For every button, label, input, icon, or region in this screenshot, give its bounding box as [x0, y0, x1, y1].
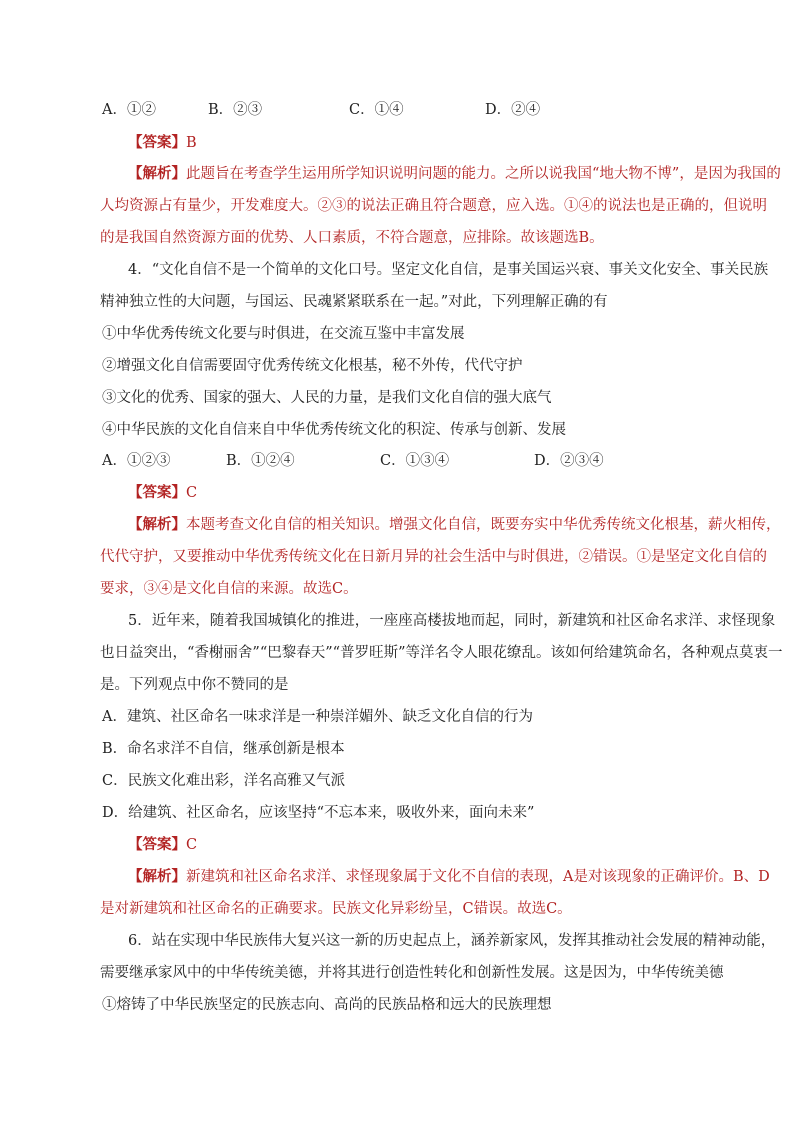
q4-option-d: D．②③④: [534, 453, 604, 469]
q3-analysis-line-2: 人均资源占有量少，开发难度大。②③的说法正确且符合题意，应入选。①④的说法也是正确的，但说明: [100, 198, 767, 214]
q4-answer: [128, 483, 758, 503]
answer-value: B: [186, 135, 197, 151]
analysis-tag: 【解析】: [128, 516, 186, 533]
answer-tag: 【答案】: [128, 484, 186, 501]
answer-tag: 【答案】: [128, 836, 186, 853]
q4-stem-line-2: 精神独立性的大问题，与国运、民魂紧紧联系在一起。”对此，下列理解正确的有: [100, 294, 608, 310]
q4-item-3: ③文化的优秀、国家的强大、人民的力量，是我们文化自信的强大底气: [102, 390, 552, 406]
q4-option-c: C．①③④: [380, 453, 450, 469]
q6-stem-line-1: 6．站在实现中华民族伟大复兴这一新的历史起点上，涵养新家风，发挥其推动社会发展的精神动能，: [128, 933, 776, 949]
q4-item-4: ④中华民族的文化自信来自中华优秀传统文化的积淀、传承与创新、发展: [102, 422, 566, 438]
q5-analysis-line-1: 【解析】新建筑和社区命名求洋、求怪现象属于文化不自信的表现，A是对该现象的正确评价。B、D: [128, 868, 770, 885]
q3-analysis-line-3: 的是我国自然资源方面的优势、人口素质，不符合题意，应排除。故该题选B。: [100, 230, 604, 246]
q3-answer: [128, 133, 758, 153]
q5-option-a: A．建筑、社区命名一味求洋是一种崇洋媚外、缺乏文化自信的行为: [102, 709, 533, 725]
q3-option-b: B．②③: [208, 102, 263, 118]
q6-item-1: ①熔铸了中华民族坚定的民族志向、高尚的民族品格和远大的民族理想: [102, 997, 552, 1013]
answer-value: C: [186, 485, 198, 501]
q3-option-d: D．②④: [485, 102, 541, 118]
q4-analysis-line-1: 【解析】本题考查文化自信的相关知识。增强文化自信，既要夯实中华优秀传统文化根基，薪火相传，: [128, 516, 781, 533]
q5-stem-line-1: 5．近年来，随着我国城镇化的推进，一座座高楼拔地而起，同时，新建筑和社区命名求洋、求怪现象: [128, 613, 776, 629]
q5-option-d: D．给建筑、社区命名，应该坚持“不忘本来，吸收外来，面向未来”: [102, 805, 535, 821]
q3-option-c: C．①④: [349, 102, 404, 118]
q5-analysis-line-2: 是对新建筑和社区命名的正确要求。民族文化异彩纷呈，C错误。故选C。: [100, 901, 572, 917]
answer-tag: 【答案】: [128, 134, 186, 151]
answer-value: C: [186, 837, 198, 853]
q4-analysis-line-2: 代代守护，又要推动中华优秀传统文化在日新月异的社会生活中与时俱进，②错误。①是坚定文化自信的: [100, 549, 767, 565]
q3-analysis-line-1: 【解析】此题旨在考查学生运用所学知识说明问题的能力。之所以说我国“地大物不博”，是因为我国的: [128, 165, 781, 182]
q5-option-c: C．民族文化难出彩，洋名高雅又气派: [102, 773, 346, 789]
q5-stem-line-3: 是。下列观点中你不赞同的是: [100, 677, 289, 693]
q5-stem-line-2: 也日益突出，“香榭丽舍”“巴黎春天”“普罗旺斯”等洋名令人眼花缭乱。该如何给建筑命名，各种观点莫衷一: [100, 645, 783, 661]
q5-option-b: B．命名求洋不自信，继承创新是根本: [102, 741, 345, 757]
q4-analysis-line-3: 要求，③④是文化自信的来源。故选C。: [100, 581, 358, 597]
q6-stem-line-2: 需要继承家风中的中华传统美德，并将其进行创造性转化和创新性发展。这是因为，中华传统美德: [100, 965, 724, 981]
q4-stem-line-1: 4．“文化自信不是一个简单的文化口号。坚定文化自信，是事关国运兴衰、事关文化安全、事关民族: [128, 262, 769, 278]
q4-option-a: A．①②③: [102, 453, 171, 469]
q4-item-1: ①中华优秀传统文化要与时俱进，在交流互鉴中丰富发展: [102, 326, 465, 342]
analysis-tag: 【解析】: [128, 165, 186, 182]
q5-answer: [128, 835, 758, 855]
q4-item-2: ②增强文化自信需要固守优秀传统文化根基，秘不外传，代代守护: [102, 358, 523, 374]
analysis-tag: 【解析】: [128, 868, 186, 885]
q4-option-b: B．①②④: [226, 453, 295, 469]
q3-option-a: A．①②: [102, 102, 156, 118]
